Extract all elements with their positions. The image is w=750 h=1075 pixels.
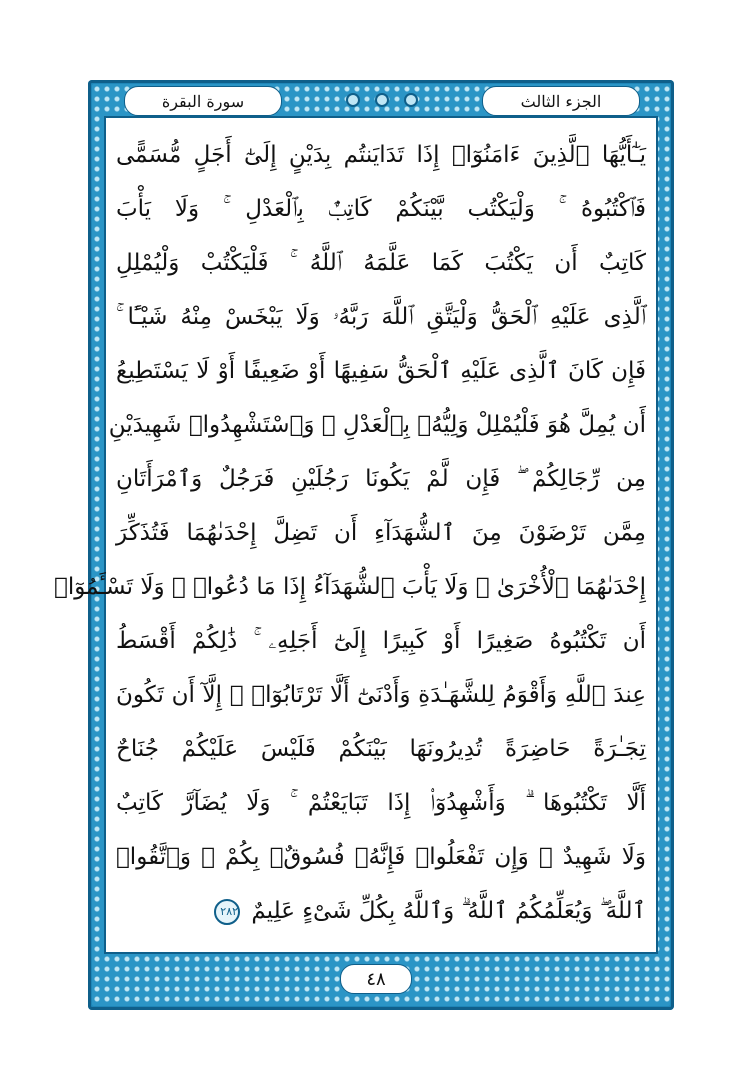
page-header bbox=[94, 84, 670, 118]
text-line: وَلَا شَهِيدٌ ۚ وَإِن تَفْعَلُوا۟ فَإِنَّهُۥ فُسُوقٌۢ بِكُمْ ۗ وَٱتَّقُوا۟ bbox=[116, 844, 646, 870]
text-line: عِندَ ٱللَّهِ وَأَقْوَمُ لِلشَّهَـٰدَةِ وَأَدْنَىٰٓ أَلَّا تَرْتَابُوٓا۟ ۖ إِلَّآ أَن تَكُونَ bbox=[116, 682, 646, 708]
page-number: ٤٨ bbox=[340, 964, 412, 994]
text-line: تِجَـٰرَةً حَاضِرَةً تُدِيرُونَهَا بَيْنَكُمْ فَلَيْسَ عَلَيْكُمْ جُنَاحٌ bbox=[116, 736, 646, 762]
text-line: فَٱكْتُبُوهُ ۚ وَلْيَكْتُب بَّيْنَكُمْ كَاتِبٌۢ بِٱلْعَدْلِ ۚ وَلَا يَأْبَ bbox=[116, 196, 646, 222]
ornament-dot-icon bbox=[346, 93, 360, 107]
surah-label: سورة البقرة bbox=[124, 86, 282, 116]
text-line: كَاتِبٌ أَن يَكْتُبَ كَمَا عَلَّمَهُ ٱللَّهُ ۚ فَلْيَكْتُبْ وَلْيُمْلِلِ bbox=[116, 250, 646, 276]
ornament-dot-icon bbox=[375, 93, 389, 107]
juz-label: الجزء الثالث bbox=[482, 86, 640, 116]
quran-text bbox=[54, 132, 646, 942]
text-line: أَن تَكْتُبُوهُ صَغِيرًا أَوْ كَبِيرًا إِلَىٰٓ أَجَلِهِۦ ۚ ذَٰلِكُمْ أَقْسَطُ bbox=[116, 628, 646, 654]
text-line: مِن رِّجَالِكُمْ ۖ فَإِن لَّمْ يَكُونَا رَجُلَيْنِ فَرَجُلٌ وَٱمْرَأَتَانِ bbox=[116, 466, 646, 492]
text-line: أَن يُمِلَّ هُوَ فَلْيُمْلِلْ وَلِيُّهُۥ بِٱلْعَدْلِ ۚ وَٱسْتَشْهِدُوا۟ شَهِيدَيْنِ bbox=[108, 412, 646, 438]
text-line: يَـٰٓأَيُّهَا ٱلَّذِينَ ءَامَنُوٓا۟ إِذَا تَدَايَنتُم بِدَيْنٍ إِلَىٰٓ أَجَلٍ مُّسَمًّى bbox=[116, 142, 646, 168]
ornament-dot-icon bbox=[404, 93, 418, 107]
ayah-number-marker: ٢٨٢ bbox=[214, 899, 240, 925]
text-line: مِمَّن تَرْضَوْنَ مِنَ ٱلشُّهَدَآءِ أَن تَضِلَّ إِحْدَىٰهُمَا فَتُذَكِّرَ bbox=[116, 520, 646, 546]
text-line: ٱللَّهَ ۖ وَيُعَلِّمُكُمُ ٱللَّهُ ۗ وَٱللَّهُ بِكُلِّ شَىْءٍ عَلِيمٌ bbox=[251, 898, 646, 924]
text-line: أَلَّا تَكْتُبُوهَا ۗ وَأَشْهِدُوٓا۟ إِذَا تَبَايَعْتُمْ ۚ وَلَا يُضَآرَّ كَاتِبٌ bbox=[116, 790, 646, 816]
text-line: ٱلَّذِى عَلَيْهِ ٱلْحَقُّ وَلْيَتَّقِ ٱللَّهَ رَبَّهُۥ وَلَا يَبْخَسْ مِنْهُ شَيْـًٔا ۚ bbox=[116, 304, 646, 330]
header-ornament bbox=[346, 90, 418, 110]
text-line-last bbox=[116, 888, 646, 934]
text-line: إِحْدَىٰهُمَا ٱلْأُخْرَىٰ ۚ وَلَا يَأْبَ ٱلشُّهَدَآءُ إِذَا مَا دُعُوا۟ ۚ وَلَا تَسْـَٔمُوٓا۟ bbox=[54, 574, 646, 600]
text-line: فَإِن كَانَ ٱلَّذِى عَلَيْهِ ٱلْحَقُّ سَفِيهًا أَوْ ضَعِيفًا أَوْ لَا يَسْتَطِيعُ bbox=[116, 358, 646, 384]
